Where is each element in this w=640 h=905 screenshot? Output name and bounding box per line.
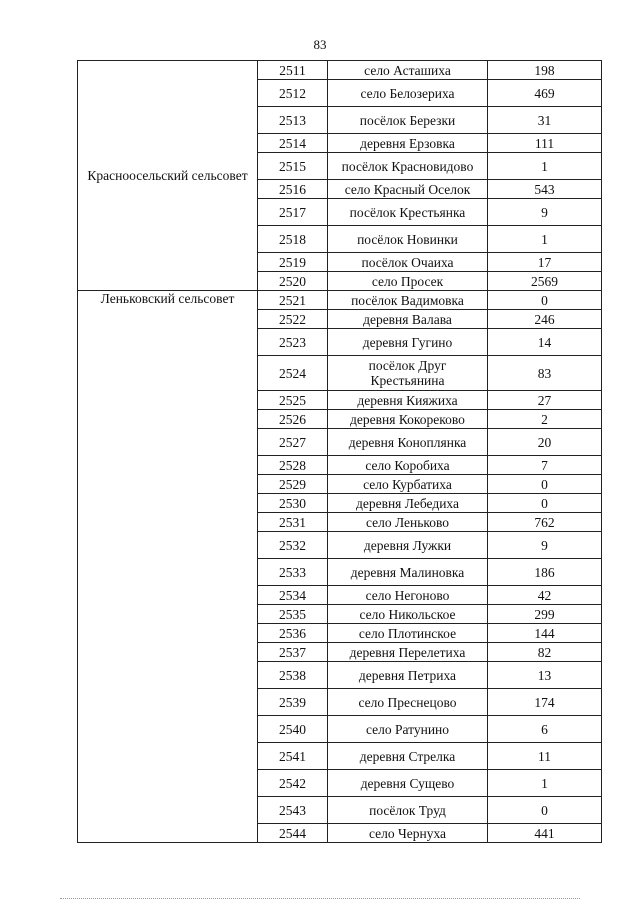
settlement-name-cell: село Ратунино bbox=[328, 716, 488, 743]
row-number-cell: 2513 bbox=[258, 107, 328, 134]
table-row bbox=[78, 61, 602, 80]
page-number: 83 bbox=[313, 37, 327, 52]
row-number-cell: 2520 bbox=[258, 272, 328, 291]
row-number-cell: 2518 bbox=[258, 226, 328, 253]
settlement-name-cell: село Плотинское bbox=[328, 624, 488, 643]
population-cell: 2 bbox=[488, 410, 602, 429]
population-cell: 9 bbox=[488, 532, 602, 559]
population-cell: 198 bbox=[488, 61, 602, 80]
settlement-name-cell: деревня Сущево bbox=[328, 770, 488, 797]
population-cell: 0 bbox=[488, 494, 602, 513]
population-cell: 42 bbox=[488, 586, 602, 605]
settlement-name-cell: село Белозериха bbox=[328, 80, 488, 107]
row-number-cell: 2543 bbox=[258, 797, 328, 824]
row-number-cell: 2533 bbox=[258, 559, 328, 586]
row-number-cell: 2538 bbox=[258, 662, 328, 689]
population-cell: 1 bbox=[488, 770, 602, 797]
population-cell: 543 bbox=[488, 180, 602, 199]
population-cell: 11 bbox=[488, 743, 602, 770]
population-cell: 469 bbox=[488, 80, 602, 107]
population-cell: 27 bbox=[488, 391, 602, 410]
population-cell: 246 bbox=[488, 310, 602, 329]
district-cell: Красноосельский сельсовет bbox=[78, 61, 258, 291]
population-cell: 1 bbox=[488, 153, 602, 180]
row-number-cell: 2542 bbox=[258, 770, 328, 797]
population-cell: 186 bbox=[488, 559, 602, 586]
population-cell: 762 bbox=[488, 513, 602, 532]
settlement-name-cell: деревня Валава bbox=[328, 310, 488, 329]
row-number-cell: 2511 bbox=[258, 61, 328, 80]
settlement-name-cell: посёлок Березки bbox=[328, 107, 488, 134]
settlement-name-cell: деревня Гугино bbox=[328, 329, 488, 356]
settlement-name-cell: деревня Кокореково bbox=[328, 410, 488, 429]
population-cell: 13 bbox=[488, 662, 602, 689]
population-cell: 14 bbox=[488, 329, 602, 356]
row-number-cell: 2539 bbox=[258, 689, 328, 716]
settlement-name-cell: село Чернуха bbox=[328, 824, 488, 843]
row-number-cell: 2531 bbox=[258, 513, 328, 532]
row-number-cell: 2525 bbox=[258, 391, 328, 410]
footer-divider bbox=[60, 898, 580, 900]
row-number-cell: 2532 bbox=[258, 532, 328, 559]
settlement-name-cell: деревня Лебедиха bbox=[328, 494, 488, 513]
settlement-name-cell: деревня Коноплянка bbox=[328, 429, 488, 456]
row-number-cell: 2537 bbox=[258, 643, 328, 662]
row-number-cell: 2534 bbox=[258, 586, 328, 605]
population-cell: 174 bbox=[488, 689, 602, 716]
population-cell: 111 bbox=[488, 134, 602, 153]
population-cell: 299 bbox=[488, 605, 602, 624]
population-cell: 441 bbox=[488, 824, 602, 843]
settlement-name-cell: село Асташиха bbox=[328, 61, 488, 80]
row-number-cell: 2524 bbox=[258, 356, 328, 391]
population-cell: 31 bbox=[488, 107, 602, 134]
settlement-name-cell: посёлок Крестьянка bbox=[328, 199, 488, 226]
settlement-name-cell: село Преснецово bbox=[328, 689, 488, 716]
row-number-cell: 2530 bbox=[258, 494, 328, 513]
row-number-cell: 2527 bbox=[258, 429, 328, 456]
row-number-cell: 2540 bbox=[258, 716, 328, 743]
settlement-name-cell: деревня Лужки bbox=[328, 532, 488, 559]
settlement-name-cell: село Никольское bbox=[328, 605, 488, 624]
population-cell: 17 bbox=[488, 253, 602, 272]
population-cell: 0 bbox=[488, 475, 602, 494]
population-cell: 7 bbox=[488, 456, 602, 475]
row-number-cell: 2517 bbox=[258, 199, 328, 226]
row-number-cell: 2522 bbox=[258, 310, 328, 329]
population-cell: 2569 bbox=[488, 272, 602, 291]
settlement-name-cell: деревня Петриха bbox=[328, 662, 488, 689]
settlement-name-cell: деревня Стрелка bbox=[328, 743, 488, 770]
settlement-table bbox=[77, 60, 602, 843]
settlement-name-cell: посёлок Вадимовка bbox=[328, 291, 488, 310]
population-cell: 6 bbox=[488, 716, 602, 743]
population-cell: 144 bbox=[488, 624, 602, 643]
row-number-cell: 2529 bbox=[258, 475, 328, 494]
row-number-cell: 2536 bbox=[258, 624, 328, 643]
row-number-cell: 2526 bbox=[258, 410, 328, 429]
row-number-cell: 2544 bbox=[258, 824, 328, 843]
settlement-name-cell: село Красный Оселок bbox=[328, 180, 488, 199]
table-body bbox=[78, 61, 602, 843]
row-number-cell: 2515 bbox=[258, 153, 328, 180]
settlement-name-cell: деревня Ерзовка bbox=[328, 134, 488, 153]
row-number-cell: 2541 bbox=[258, 743, 328, 770]
population-cell: 0 bbox=[488, 797, 602, 824]
settlement-name-cell: село Негоново bbox=[328, 586, 488, 605]
population-cell: 1 bbox=[488, 226, 602, 253]
row-number-cell: 2521 bbox=[258, 291, 328, 310]
settlement-name-cell: деревня Малиновка bbox=[328, 559, 488, 586]
row-number-cell: 2519 bbox=[258, 253, 328, 272]
settlement-name-cell: деревня Перелетиха bbox=[328, 643, 488, 662]
row-number-cell: 2514 bbox=[258, 134, 328, 153]
settlement-name-cell: посёлок Красновидово bbox=[328, 153, 488, 180]
settlement-name-cell: село Леньково bbox=[328, 513, 488, 532]
population-cell: 83 bbox=[488, 356, 602, 391]
population-cell: 9 bbox=[488, 199, 602, 226]
table-row bbox=[78, 291, 602, 310]
population-cell: 20 bbox=[488, 429, 602, 456]
row-number-cell: 2523 bbox=[258, 329, 328, 356]
settlement-name-cell: посёлок Друг Крестьянина bbox=[328, 356, 488, 391]
settlement-name-cell: посёлок Труд bbox=[328, 797, 488, 824]
settlement-name-cell: село Просек bbox=[328, 272, 488, 291]
population-cell: 82 bbox=[488, 643, 602, 662]
settlement-name-cell: село Курбатиха bbox=[328, 475, 488, 494]
row-number-cell: 2512 bbox=[258, 80, 328, 107]
row-number-cell: 2516 bbox=[258, 180, 328, 199]
settlement-name-cell: деревня Кияжиха bbox=[328, 391, 488, 410]
settlement-name-cell: посёлок Новинки bbox=[328, 226, 488, 253]
district-cell: Леньковский сельсовет bbox=[78, 291, 258, 843]
settlement-name-cell: посёлок Очаиха bbox=[328, 253, 488, 272]
row-number-cell: 2535 bbox=[258, 605, 328, 624]
population-cell: 0 bbox=[488, 291, 602, 310]
row-number-cell: 2528 bbox=[258, 456, 328, 475]
settlement-name-cell: село Коробиха bbox=[328, 456, 488, 475]
